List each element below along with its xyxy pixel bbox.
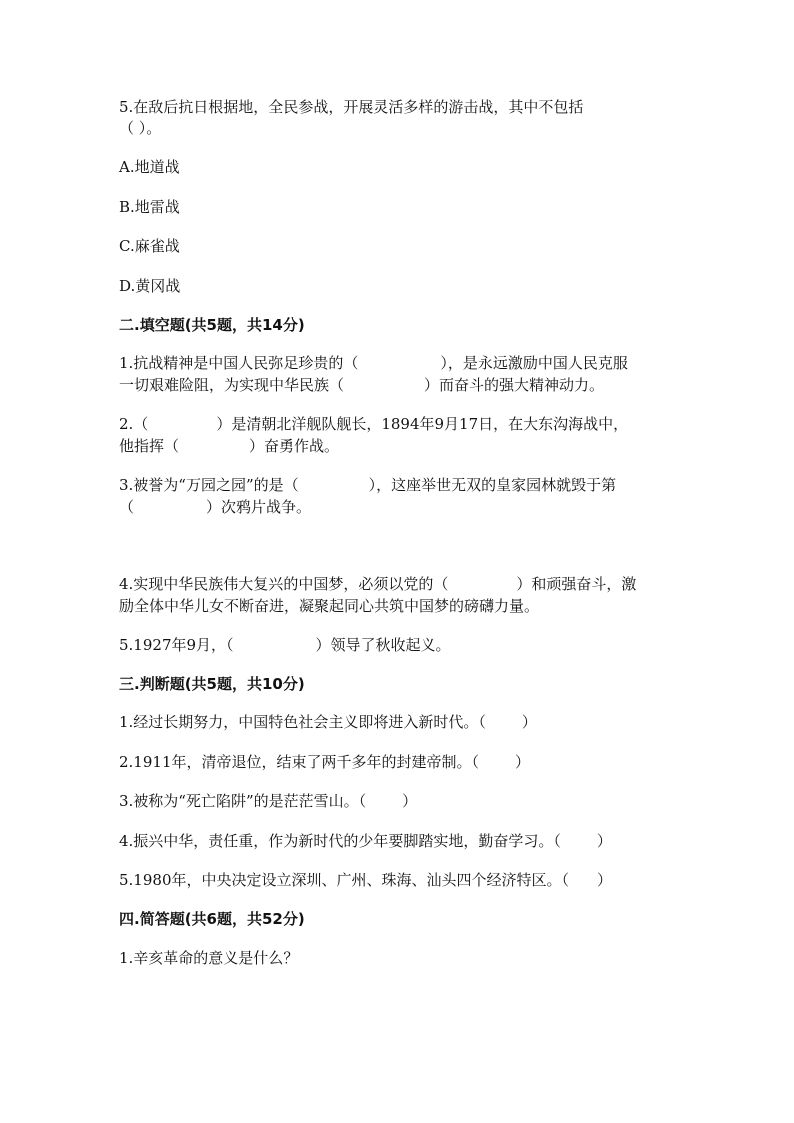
option-c: C.麻雀战 — [119, 237, 180, 255]
fill-q1-l1b: ），是永远激励中国人民克服 — [440, 354, 628, 372]
fill-q2-l2a: 他指挥（ — [119, 437, 180, 455]
judge-q4-close: ） — [596, 832, 612, 850]
fill-q1-l1a: 1.抗战精神是中国人民弥足珍贵的（ — [119, 354, 359, 372]
short-answer-q1: 1.辛亥革命的意义是什么？ — [119, 949, 299, 967]
fill-q2-line1 — [119, 413, 628, 435]
fill-q2-line2 — [119, 435, 339, 457]
judge-q5-text: 5.1980年，中央决定设立深圳、广州、珠海、汕头四个经济特区。（ — [119, 871, 569, 889]
judge-q1 — [119, 711, 537, 733]
judge-q3-text: 3.被称为“死亡陷阱”的是茫茫雪山。（ — [119, 792, 367, 810]
judge-q2-text: 2.1911年，清帝退位，结束了两千多年的封建帝制。（ — [119, 753, 479, 771]
section2-title: 二.填空题(共5题，共14分) — [119, 316, 305, 334]
option-d: D.黄冈战 — [119, 277, 181, 295]
fill-q1-l2b: ）而奋斗的强大精神动力。 — [424, 376, 605, 394]
fill-q1-line2 — [119, 374, 604, 396]
judge-q5-close: ） — [597, 871, 613, 889]
judge-q3-close: ） — [402, 792, 418, 810]
judge-q1-text: 1.经过长期努力，中国特色社会主义即将进入新时代。（ — [119, 713, 486, 731]
fill-q2-l2b: ）奋勇作战。 — [249, 437, 340, 455]
fill-q3-line1 — [119, 474, 616, 496]
fill-q4-l1b: ）和顽强奋斗，激 — [516, 575, 637, 593]
fill-q5-line — [119, 634, 451, 656]
fill-q3-l1a: 3.被誉为“万园之园”的是（ — [119, 476, 299, 494]
fill-q4-l1a: 4.实现中华民族伟大复兴的中国梦，必须以党的（ — [119, 575, 449, 593]
judge-q2 — [119, 751, 530, 773]
section3-title: 三.判断题(共5题，共10分) — [119, 675, 305, 693]
judge-q5 — [119, 869, 612, 891]
fill-q3-l2a: （ — [119, 498, 135, 516]
fill-q4-line2: 励全体中华儿女不断奋进，凝聚起同心共筑中国梦的磅礴力量。 — [119, 597, 540, 615]
option-b: B.地雷战 — [119, 198, 180, 216]
fill-q3-l1b: ），这座举世无双的皇家园林就毁于第 — [368, 476, 617, 494]
section4-title: 四.简答题(共6题，共52分) — [119, 910, 305, 928]
q5-choice-line2: （ ）。 — [119, 119, 162, 137]
fill-q3-l2b: ）次鸦片战争。 — [206, 498, 312, 516]
judge-q4 — [119, 830, 612, 852]
fill-q2-l1a: 2.（ — [119, 415, 149, 433]
option-a: A.地道战 — [119, 158, 180, 176]
judge-q3 — [119, 790, 417, 812]
judge-q2-close: ） — [515, 753, 531, 771]
judge-q1-close: ） — [521, 713, 537, 731]
fill-q1-line1 — [119, 352, 628, 374]
fill-q4-line1 — [119, 573, 636, 595]
fill-q2-l1b: ）是清朝北洋舰队舰长，1894年9月17日，在大东沟海战中， — [216, 415, 629, 433]
q5-choice-line1: 5.在敌后抗日根据地，全民参战，开展灵活多样的游击战，其中不包括 — [119, 98, 584, 116]
fill-q5-a: 5.1927年9月，（ — [119, 636, 234, 654]
judge-q4-text: 4.振兴中华，责任重，作为新时代的少年要脚踏实地，勤奋学习。（ — [119, 832, 561, 850]
fill-q3-line2 — [119, 496, 311, 518]
fill-q1-l2a: 一切艰难险阻，为实现中华民族（ — [119, 376, 345, 394]
fill-q5-b: ）领导了秋收起义。 — [315, 636, 451, 654]
